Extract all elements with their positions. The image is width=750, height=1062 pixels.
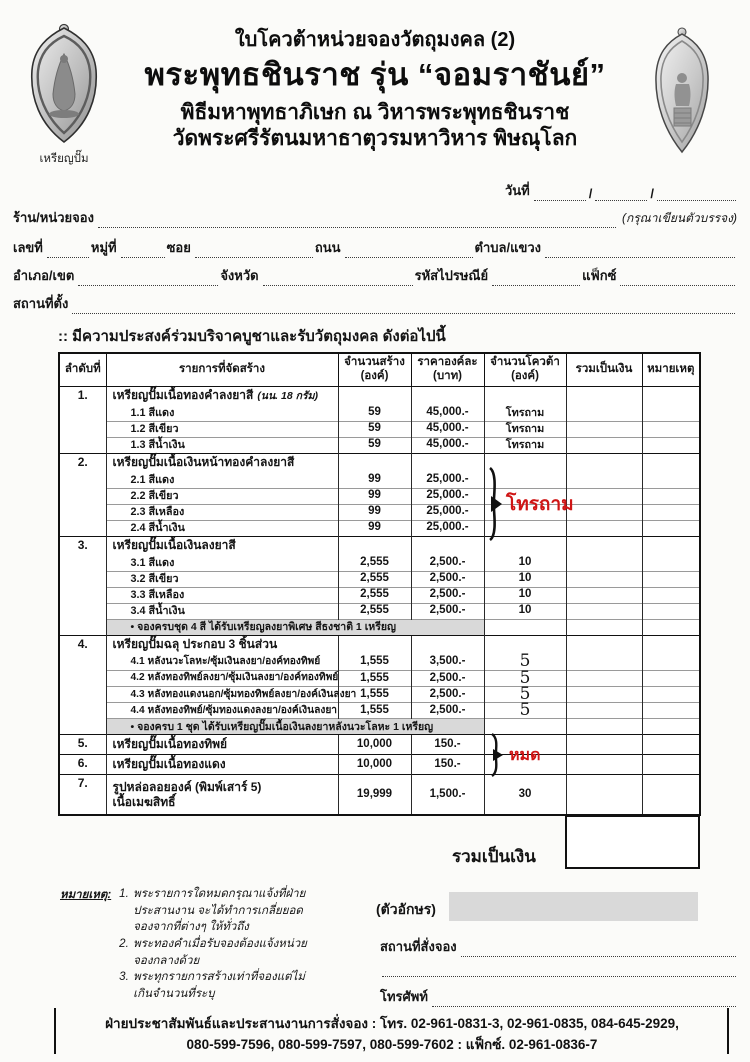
row-index: 1. [59,386,106,453]
postcode-field [492,271,580,286]
section-4-bonus-row [59,719,700,735]
sold-out-annotation [487,733,540,777]
order-table-wrap [58,352,701,816]
shop-field [98,213,616,228]
shop-label: ร้าน/หน่วยจอง [13,210,94,225]
table-row: 7. รูปหล่อลอยองค์ (พิมพ์เสาร์ 5) เนื้อเมฆสิทธิ์ 19,999 1,500.- 30 [59,775,700,815]
row-index: 4. [59,635,106,735]
order-place-line [380,936,738,957]
remark-item: 3. พระทุกรายการสร้างเท่าที่จองแต่ไม่เกินจำนวนที่ระบุ [119,971,305,1001]
road-field [345,243,473,258]
row-index: 3. [59,536,106,635]
order-place-field [461,942,736,957]
col-header-index: ลำดับที่ [59,353,106,386]
order-table [58,352,701,816]
handwritten-quota: 5 [484,686,566,702]
footer-left-rule [54,1008,56,1054]
section-1-title-row [59,386,700,405]
handwritten-quota: 5 [484,654,566,670]
col-header-remark: หมายเหตุ [642,353,700,386]
amphoe-field [78,271,218,286]
table-header-row [59,353,700,386]
table-row: 4.4 หลังทองทิพย์/ซุ้มทองแดงลงยา/องค์เงินลงยา 1,555 2,500.- 5 [59,703,700,719]
date-month-field [595,186,647,201]
table-row: 3.2 สีเขียว 2,555 2,500.- 10 [59,571,700,587]
table-row: 2.3 สีเหลือง 99 25,000.- [59,504,700,520]
page-title: พระพุทธชินราช รุ่น “จอมราชันย์” [144,57,606,92]
remarks-list [119,886,319,1003]
order-intro: :: มีความประสงค์ร่วมบริจาคบูชาและรับวัตถุมงคล ดังต่อไปนี้ [58,328,446,345]
table-row: 4.1 หลังนวะโลหะ/ซุ้มเงินลงยา/องค์ทองทิพย์ 1,555 3,500.- 5 [59,654,700,670]
section-4-title-row [59,635,700,654]
phone-label: โทรศัพท์ [380,989,428,1004]
brace-icon [484,466,502,542]
phone-field [432,992,736,1007]
date-label: วันที่ [505,183,530,198]
row-index: 2. [59,453,106,536]
sold-out-text: หมด [509,746,541,764]
footer-contact [62,1014,722,1056]
remark-item: 1. พระรายการใดหมดกรุณาแจ้งที่ฝ่ายประสานงาน จะได้ทำการเกลี่ยยอดจองจากที่ต่างๆ ให้ทั่วถึง [119,888,306,934]
ceremony-subtitle: พิธีมหาพุทธาภิเษก ณ วิหารพระพุทธชินราช [180,101,570,124]
province-field [263,271,413,286]
bonus-note: • จองครบชุด 4 สี ได้รับเหรียญลงยาพิเศษ สีธงชาติ 1 เหรียญ [106,619,484,635]
form-number-title: ใบโควต้าหน่วยจองวัตถุมงคล (2) [234,29,516,51]
soi-field [195,243,313,258]
address-line-1 [13,237,737,258]
phone-line [380,986,738,1007]
shop-hint: (กรุณาเขียนตัวบรรจง) [621,211,737,225]
table-row: 1.3 สีน้ำเงิน 59 45,000.- โทรถาม [59,437,700,453]
tambon-field [545,243,735,258]
site-field [72,299,735,314]
table-row: 1.2 สีเขียว 59 45,000.- โทรถาม [59,421,700,437]
section-3-bonus-row [59,619,700,635]
date-separator: / [588,186,593,201]
remarks-label: หมายเหตุ: [60,889,112,901]
table-row: 2.4 สีน้ำเงิน 99 25,000.- [59,520,700,536]
grand-total-box [565,815,700,869]
house-no-label: เลขที่ [13,240,43,255]
table-row: 3.4 สีน้ำเงิน 2,555 2,500.- 10 [59,603,700,619]
fax-field [620,271,735,286]
table-row: 2.1 สีแดง 99 25,000.- [59,472,700,488]
table-row: 5. เหรียญปั๊มเนื้อทองทิพย์ 10,000 150.- [59,735,700,755]
address-line-2 [13,265,737,286]
col-header-price: ราคาองค์ละ (บาท) [411,353,484,386]
amphoe-label: อำเภอ/เขต [13,268,75,283]
table-row: 4.3 หลังทองแดงนอก/ซุ้มทองทิพย์ลงยา/องค์เงินลงยา 1,555 2,500.- 5 [59,686,700,702]
bonus-note: • จองครบ 1 ชุด ได้รับเหรียญปั๊มเนื้อเงินลงยาหลังนวะโลหะ 1 เหรียญ [106,719,484,735]
moo-label: หมู่ที่ [90,240,117,255]
section-4-title: เหรียญปั๊มฉลุ ประกอบ 3 ชิ้นส่วน [106,635,338,654]
section-2-title-row [59,453,700,472]
table-row: 1.1 สีแดง 59 45,000.- โทรถาม [59,405,700,421]
table-row: 4.2 หลังทองทิพย์ลงยา/ซุ้มเงินลงยา/องค์ทองทิพย์ 1,555 2,500.- 5 [59,670,700,686]
grand-total-label: รวมเป็นเงิน [452,847,536,866]
soi-label: ซอย [166,240,191,255]
date-line [505,180,738,201]
fax-label: แฟ็กซ์ [582,268,617,283]
order-place-line-2 [380,962,738,977]
col-header-item: รายการที่จัดสร้าง [106,353,338,386]
handwritten-quota: 5 [484,703,566,719]
order-place-label: สถานที่สั่งจอง [380,939,457,954]
date-separator: / [650,186,655,201]
remark-item: 2. พระทองคำเมื่อรับจองต้องแจ้งหน่วยจองกลางด้วย [119,938,307,967]
house-no-field [47,243,89,258]
road-label: ถนน [314,240,341,255]
section-1-title: เหรียญปั๊มเนื้อทองคำลงยาสี (นน. 18 กรัม) [106,386,338,405]
remarks-block [60,886,360,1003]
handwritten-quota: 5 [484,670,566,686]
moo-field [121,243,165,258]
section-3-title-row [59,536,700,555]
table-row: 3.3 สีเหลือง 2,555 2,500.- 10 [59,587,700,603]
footer-contact-line-2: 080-599-7596, 080-599-7597, 080-599-7602 : แฟ็กซ์. 02-961-0836-7 [186,1036,598,1052]
amulet-front-caption: เหรียญปั๊ม [39,153,89,165]
shop-line [13,207,737,228]
date-day-field [534,186,586,201]
call-ask-text: โทรถาม [506,494,574,515]
brace-icon [487,733,503,777]
table-row: 2.2 สีเขียว 99 25,000.- [59,488,700,504]
table-row: 3.1 สีแดง 2,555 2,500.- 10 [59,555,700,571]
table-row: 6. เหรียญปั๊มเนื้อทองแดง 10,000 150.- [59,755,700,775]
province-label: จังหวัด [220,268,259,283]
amount-in-words-box [449,892,698,921]
col-header-quota: จำนวนโควต้า (องค์) [484,353,566,386]
temple-subtitle: วัดพระศรีรัตนมหาธาตุวรมหาวิหาร พิษณุโลก [172,127,578,150]
date-year-field [657,186,736,201]
col-header-made: จำนวนสร้าง (องค์) [338,353,411,386]
section-3-title: เหรียญปั๊มเนื้อเงินลงยาสี [106,536,338,555]
site-label: สถานที่ตั้ง [13,296,69,311]
postcode-label: รหัสไปรษณีย์ [414,268,489,283]
call-ask-annotation [484,466,574,542]
section-2-title: เหรียญปั๊มเนื้อเงินหน้าทองคำลงยาสี [106,453,338,472]
col-header-total: รวมเป็นเงิน [566,353,642,386]
order-place-field-2 [382,962,736,977]
footer-contact-line-1: ฝ่ายประชาสัมพันธ์และประสานงานการสั่งจอง : โทร. 02-961-0831-3, 02-961-0835, 084-645-2929, [105,1016,679,1031]
footer-right-rule [727,1008,729,1054]
item-two-line: รูปหล่อลอยองค์ (พิมพ์เสาร์ 5) เนื้อเมฆสิทธิ์ [106,775,338,815]
tambon-label: ตำบล/แขวง [474,240,541,255]
amount-in-words-label: (ตัวอักษร) [376,901,436,917]
site-line [13,293,737,314]
